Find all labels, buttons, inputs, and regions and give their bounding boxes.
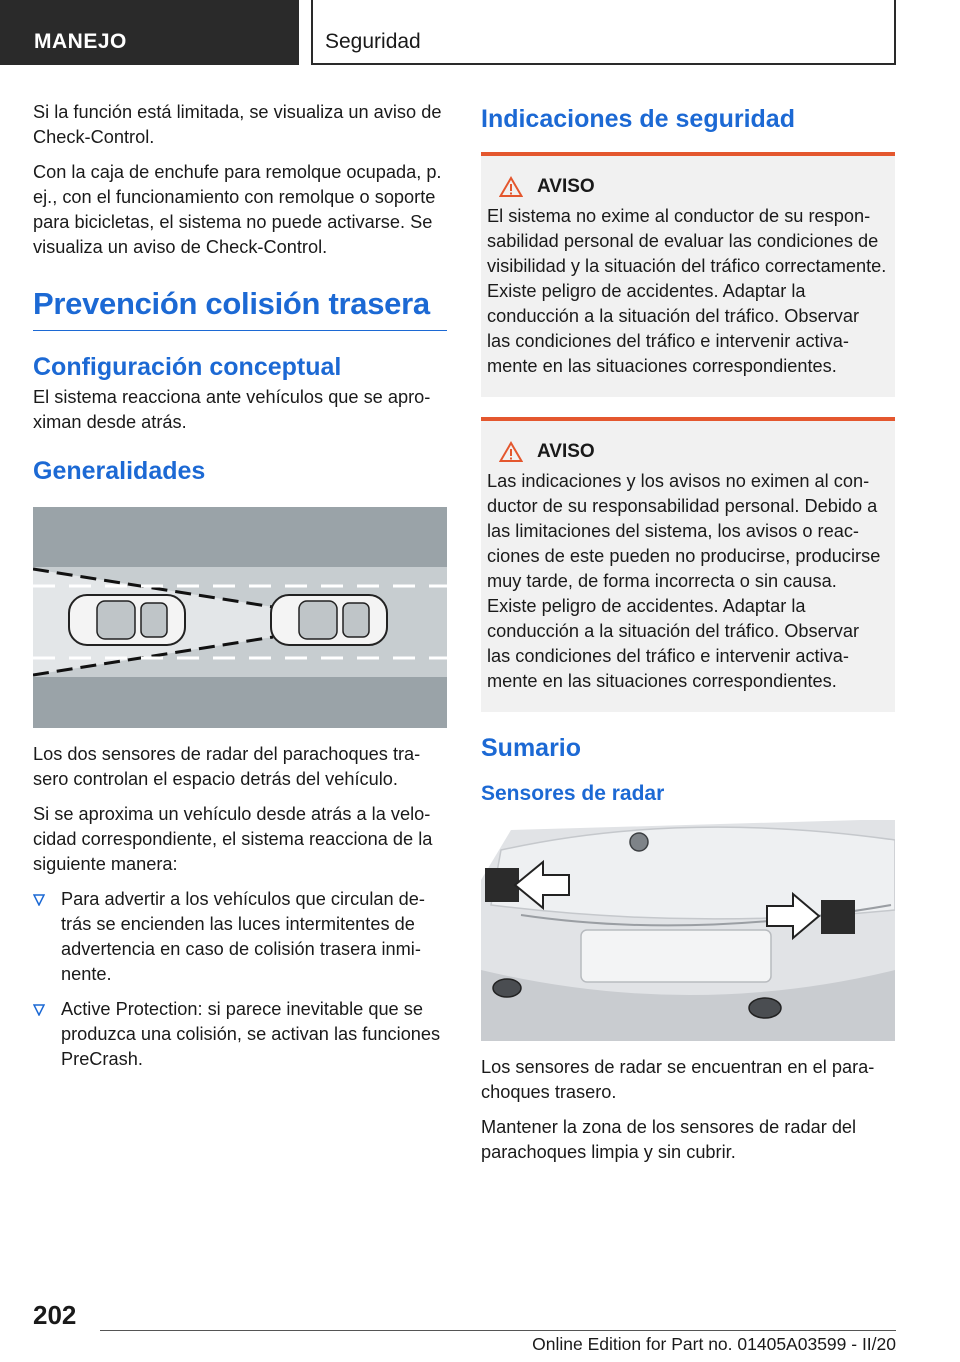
car-behind	[69, 595, 185, 645]
triangle-bullet-icon	[33, 1004, 45, 1016]
list-item-text: Para advertir a los vehículos que circulan detrás se encienden las luces intermitentes de advertencia en caso de colisión trasera inminente.	[61, 889, 425, 984]
section-tab	[311, 0, 896, 65]
concept-heading: Configuración conceptual	[33, 353, 342, 381]
general-heading: Generalidades	[33, 457, 206, 485]
warning-triangle-icon	[499, 176, 523, 198]
intro-paragraph-1: Si la función está limitada, se visualiza un aviso de Check-Control.	[33, 102, 442, 147]
chapter-label: MANEJO	[34, 30, 127, 53]
warning-triangle-icon	[499, 441, 523, 463]
page-number: 202	[33, 1300, 77, 1330]
concept-paragraph: El sistema reacciona ante vehículos que se aproximan desde atrás.	[33, 387, 431, 432]
radar-paragraph-1: Los sensores de radar se encuentran en el parachoques trasero.	[481, 1057, 875, 1102]
warning-label: AVISO	[537, 441, 595, 462]
general-paragraph-1: Los dos sensores de radar del parachoques trasero controlan el espacio detrás del vehículo.	[33, 744, 421, 789]
general-paragraph-2: Si se aproxima un vehículo desde atrás a la velocidad correspondiente, el sistema reacciona de la siguiente manera:	[33, 804, 433, 874]
footer-edition-text: Online Edition for Part no. 01405A03599 - II/20	[532, 1334, 896, 1354]
intro-paragraph-2: Con la caja de enchufe para remolque ocupada, p. ej., con el funcionamiento con remolque o soporte para bicicletas, el sistema no puede activarse. Se visualiza un aviso de Check-Control.	[33, 162, 442, 257]
triangle-bullet-icon	[33, 894, 45, 906]
warning-box-2	[481, 417, 895, 712]
left-column	[33, 100, 447, 1082]
warning-box-1	[481, 152, 895, 397]
own-vehicle	[271, 595, 387, 645]
warning-text: El sistema no exime al conductor de su responsabilidad personal de evaluar las condiciones de visibilidad y la situación del tráfico correctamente. Existe peligro de accidentes. Adaptar la conducción a la situación del tráfico. Observar las condiciones del tráfico e intervenir activamente en las situaciones correspondientes.	[487, 206, 887, 376]
chapter-tab	[0, 0, 299, 65]
right-column	[481, 100, 895, 1175]
list-item-text: Active Protection: si parece inevitable que se produzca una colisión, se activan las funciones PreCrash.	[61, 999, 441, 1069]
footer-rule	[100, 1330, 896, 1331]
rear-bumper-sensor-photo	[481, 820, 895, 1041]
list-item	[33, 887, 447, 987]
section-label: Seguridad	[325, 30, 421, 53]
radar-paragraph-2: Mantener la zona de los sensores de radar del parachoques limpia y sin cubrir.	[481, 1117, 857, 1162]
summary-heading: Sumario	[481, 734, 582, 762]
radar-subheading: Sensores de radar	[481, 782, 665, 805]
warning-label: AVISO	[537, 176, 595, 197]
list-item	[33, 997, 447, 1072]
main-title: Prevención colisión trasera	[33, 284, 447, 331]
radar-coverage-illustration	[33, 507, 447, 728]
safety-heading: Indicaciones de seguridad	[481, 105, 795, 133]
reaction-list	[33, 887, 447, 1072]
warning-text: Las indicaciones y los avisos no eximen al conductor de su responsabilidad personal. Debido a las limitaciones del sistema, los avisos o reacciones de este pueden no producirse, producirse muy tarde, de forma incorrecta o sin causa. Existe peligro de accidentes. Adaptar la conducción a la situación del tráfico. Observar las condiciones del tráfico e intervenir activamente en las situaciones correspondientes.	[487, 471, 881, 691]
